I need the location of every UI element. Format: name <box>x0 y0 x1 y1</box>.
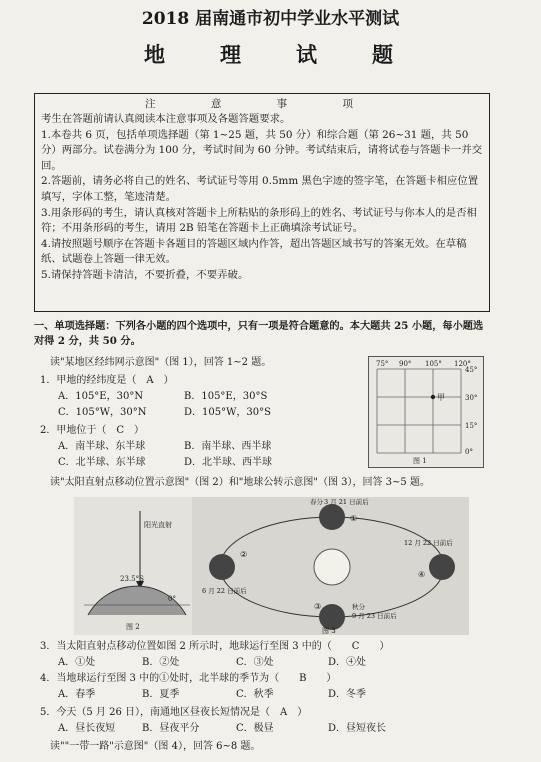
pos-2-label: ② <box>240 550 248 559</box>
lat-label-4: 0° <box>465 448 473 456</box>
notice-item-1: 1.本卷共 6 页，包括单项选择题（第 1~25 题，共 50 分）和综合题（第 26~31 题，共 50 分）两部分。试卷满分为 100 分，考试时间为 60 分钟。考试结束后，请将试卷与答题卡一并交回。 <box>41 128 483 172</box>
q2-option-a: A．南半球、东半球 <box>58 441 146 452</box>
lon-label-4: 120° <box>454 360 471 368</box>
q5-option-d: D．昼短夜长 <box>328 723 387 734</box>
q2-option-b: B．南半球、西半球 <box>184 441 272 452</box>
notice-box <box>34 93 490 312</box>
lat-label-3: 15° <box>465 422 478 430</box>
subject-char-3: 试 <box>296 42 321 67</box>
q5-stem: 5．今天（5 月 26 日），南通地区昼夜长短情况是（ A ） <box>40 707 308 718</box>
q1-option-c: C．105°W，30°N <box>58 407 147 418</box>
notice-item-4: 4.请按照题号顺序在答题卡各题目的答题区域内作答，超出答题区域书写的答案无效。在草稿纸、试题卷上答题一律无效。 <box>41 237 467 266</box>
pos-3-label: ③ <box>314 602 322 611</box>
figure-3-panel <box>192 497 469 635</box>
notice-item-2: 2.答题前，请务必将自己的姓名、考试证号等用 0.5mm 黑色字迹的签字笔，在答题卡相应位置填写，字体工整，笔迹清楚。 <box>41 175 479 203</box>
intro-q6-8: 读""一带一路"示意图"（图 4），回答 6~8 题。 <box>50 741 261 752</box>
q5-option-c: C．极昼 <box>236 723 274 734</box>
q4-option-d: D．冬季 <box>328 689 367 700</box>
figure-3-caption: 图 3 <box>322 627 336 635</box>
subject-title <box>0 42 541 67</box>
section-heading: 一、单项选择题：下列各小题的四个选项中，只有一项是符合题意的。本大题共 25 小题，每小题选 对得 2 分，共 50 分。 <box>34 320 484 347</box>
spring-date: 3 月 21 日前后 <box>324 498 369 506</box>
figure-1-svg <box>369 357 483 467</box>
q4-option-b: B．夏季 <box>142 689 180 700</box>
lat-23-label: 23.5°S <box>120 575 144 583</box>
notice-item-5: 5.请保持答题卡清洁，不要折叠，不要弄破。 <box>41 268 249 281</box>
figure-2-panel <box>74 497 192 635</box>
subject-char-1: 地 <box>144 42 169 67</box>
figure-2-caption: 图 2 <box>126 623 140 631</box>
q4-stem: 4．当地球运行至图 3 中的①处时，北半球的季节为（ B ） <box>40 673 337 684</box>
intro-q1-2: 读"某地区经纬网示意图"（图 1），回答 1~2 题。 <box>50 357 272 368</box>
q3-option-c: C．③处 <box>236 657 274 668</box>
q4-option-c: C．秋季 <box>236 689 274 700</box>
lon-label-1: 75° <box>376 360 389 368</box>
figure-1-grid <box>368 356 484 468</box>
summer-date: 6 月 22 日前后 <box>202 587 247 595</box>
eq-label: 0° <box>168 595 176 603</box>
spring-label: 春分 <box>310 498 323 506</box>
q2-stem: 2．甲地位于（ C ） <box>40 425 145 436</box>
figure-2-3 <box>74 497 469 635</box>
earth-winter <box>429 554 455 580</box>
notice-intro: 考生在答题前请认真阅读本注意事项及各题答题要求。 <box>41 113 291 125</box>
q5-option-a: A．昼长夜短 <box>58 723 116 734</box>
subject-char-4: 题 <box>372 42 397 67</box>
notice-item-3: 3.用条形码的考生，请认真核对答题卡上所粘贴的条形码上的姓名、考试证号与你本人的是否相符；不用条形码的考生，请用 2B 铅笔在答题卡上正确填涂考试证号。 <box>41 206 477 235</box>
lat-label-2: 30° <box>465 394 478 402</box>
pos-1-label: ① <box>350 514 358 523</box>
subject-char-2: 理 <box>220 42 245 67</box>
autumn-label: 秋分 <box>352 603 365 611</box>
figure-2-svg <box>74 497 192 635</box>
lat-label-1: 45° <box>465 366 478 374</box>
notice-title: 注 意 事 项 <box>144 98 379 110</box>
q2-option-c: C．北半球、东半球 <box>58 457 146 468</box>
sun-icon <box>314 549 350 585</box>
q3-option-d: D．④处 <box>328 657 367 668</box>
winter-date: 12 月 22 日前后 <box>404 539 453 547</box>
q3-stem: 3．当太阳直射点移动位置如图 2 所示时，地球运行至图 3 中的（ C ） <box>40 641 390 652</box>
q4-option-a: A．春季 <box>58 689 96 700</box>
q1-option-b: B．105°E，30°S <box>184 391 268 402</box>
q1-option-a: A．105°E，30°N <box>58 391 144 402</box>
exam-title: 2018 届南通市初中学业水平测试 <box>141 9 400 29</box>
q1-stem: 1．甲地的经纬度是（ A ） <box>40 375 174 386</box>
sun-label: 阳光直射 <box>144 521 172 529</box>
q5-option-b: B．昼夜平分 <box>142 723 200 734</box>
q3-option-a: A．①处 <box>58 657 96 668</box>
q1-option-d: D．105°W，30°S <box>184 407 271 418</box>
point-jia-marker <box>431 395 435 399</box>
figure-3-svg <box>192 497 469 635</box>
q3-option-b: B．②处 <box>142 657 180 668</box>
lon-label-2: 90° <box>399 360 412 368</box>
point-jia-label: 甲 <box>437 393 445 402</box>
autumn-date: 9 月 23 日前后 <box>352 612 397 620</box>
earth-spring <box>319 504 345 530</box>
pos-4-label: ④ <box>418 570 426 579</box>
figure-1-caption: 图 1 <box>413 457 427 465</box>
lon-label-3: 105° <box>425 360 442 368</box>
sun-label-1 <box>144 520 172 529</box>
intro-q3-5: 读"太阳直射点移动位置示意图"（图 2）和"地球公转示意图"（图 3），回答 3~5 题。 <box>50 477 430 488</box>
earth-summer <box>209 554 235 580</box>
q2-option-d: D．北半球、西半球 <box>184 457 273 468</box>
